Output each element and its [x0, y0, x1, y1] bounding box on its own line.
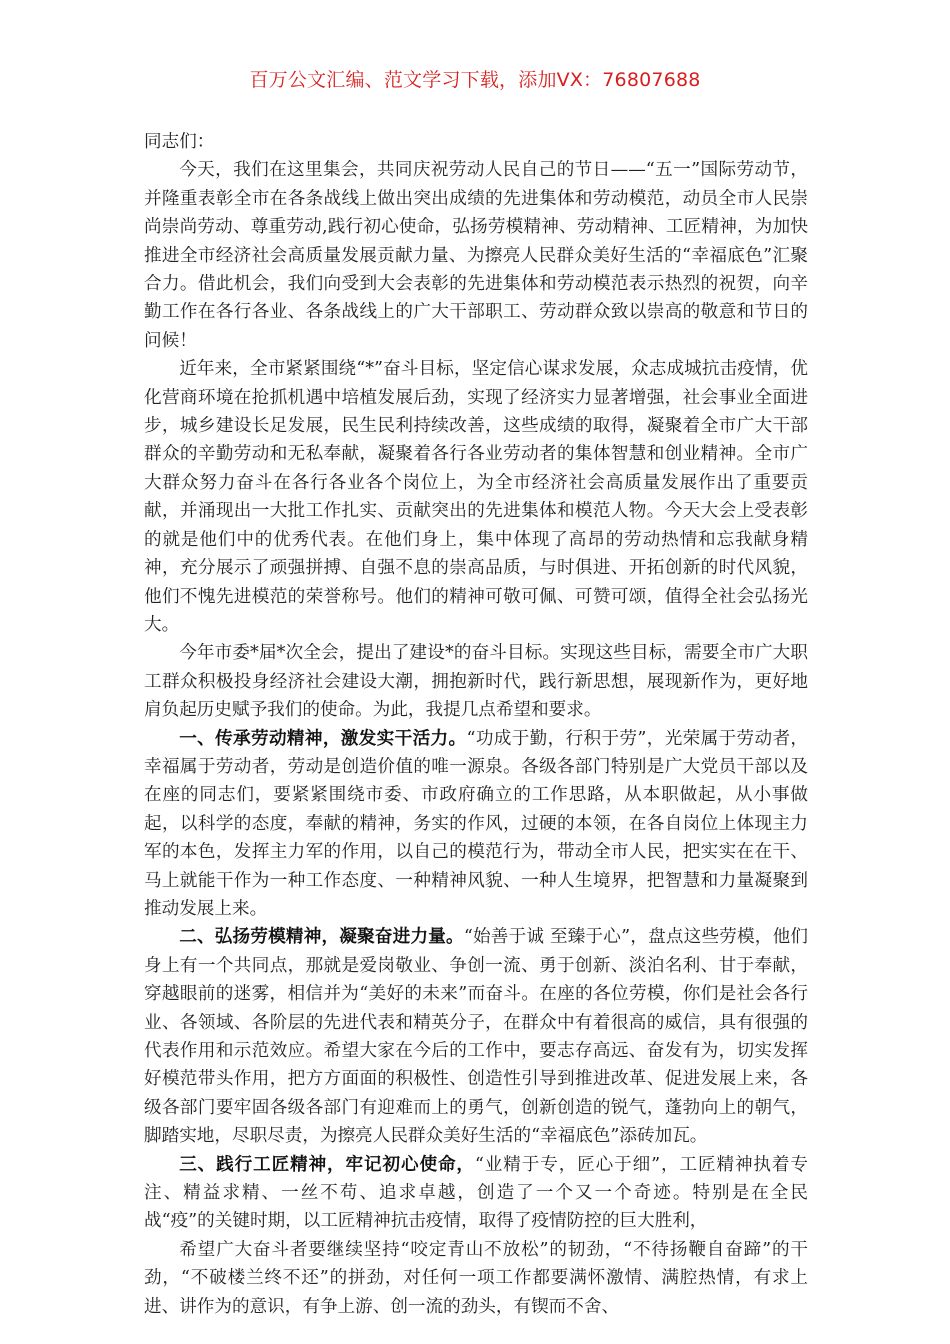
paragraph-text: “始善于诚 至臻于心”，盘点这些劳模，他们身上有一个共同点，那就是爱岗敬业、争创一流、勇于创新、淡泊名利、甘于奉献，穿越眼前的迷雾，相信并为“美好的未来”而奋斗。在座的各位劳模，你们是社会各行业、各领域、各阶层的先进代表和精英分子，在群众中有着很高的威信，具有很强的代表作用和示范效应。希望大家在今后的工作中，要志存高远、奋发有为，切实发挥好模范带头作用，把方方面面的积极性、创造性引导到推进改革、促进发展上来，各级各部门要牢固各级各部门有迎难而上的勇气，创新创造的锐气，蓬勃向上的朝气，脚踏实地，尽职尽责，为擦亮人民群众美好生活的“幸福底色”添砖加瓦。	[144, 927, 808, 1147]
section-heading-2: 二、弘扬劳模精神，凝聚奋进力量。	[179, 926, 464, 948]
paragraph-text: 今年市委*届*次全会，提出了建设*的奋斗目标。实现这些目标，需要全市广大职工群众积极投身经济社会建设大潮，拥抱新时代，践行新思想，展现新作为，更好地肩负起历史赋予我们的使命。为此，我提几点希望和要求。	[144, 643, 808, 721]
paragraph-text: 希望广大奋斗者要继续坚持“咬定青山不放松”的韧劲，“不待扬鞭自奋蹄”的干劲，“不破楼兰终不还”的拼劲，对任何一项工作都要满怀激情、满腔热情，有求上进、讲作为的意识，有争上游、创一流的劲头，有锲而不舍、	[144, 1239, 808, 1317]
section-heading-3: 三、践行工匠精神，牢记初心使命，	[179, 1153, 475, 1175]
document-body	[144, 128, 808, 1321]
paragraph-3	[144, 639, 808, 724]
salutation: 同志们：	[144, 132, 215, 152]
paragraph-5	[144, 923, 808, 1150]
paragraph-6	[144, 1151, 808, 1236]
section-heading-1: 一、传承劳动精神，激发实干活力。	[179, 727, 467, 749]
paragraph-2	[144, 355, 808, 639]
paragraph-text: 近年来，全市紧紧围绕“*”奋斗目标，坚定信心谋求发展，众志成城抗击疫情，优化营商环境在抢抓机遇中培植发展后劲，实现了经济实力显著增强，社会事业全面进步，城乡建设长足发展，民生民利持续改善，这些成绩的取得，凝聚着全市广大干部群众的辛勤劳动和无私奉献，凝聚着各行各业劳动者的集体智慧和创业精神。全市广大群众努力奋斗在各行各业各个岗位上，为全市经济社会高质量发展作出了重要贡献，并涌现出一大批工作扎实、贡献突出的先进集体和模范人物。今天大会上受表彰的就是他们中的优秀代表。在他们身上，集中体现了高昂的劳动热情和忘我献身精神，充分展示了顽强拼搏、自强不息的崇高品质，与时俱进、开拓创新的时代风貌，他们不愧先进模范的荣誉称号。他们的精神可敬可佩、可赞可颂，值得全社会弘扬光大。	[144, 359, 808, 635]
paragraph-7	[144, 1236, 808, 1321]
paragraph-text: “业精于专，匠心于细”，工匠精神执着专注、精益求精、一丝不苟、追求卓越，创造了一个又一个奇迹。特别是在全民战“疫”的关键时期，以工匠精神抗击疫情，取得了疫情防控的巨大胜利，	[144, 1154, 808, 1232]
paragraph-text: 今天，我们在这里集会，共同庆祝劳动人民自己的节日——“五一”国际劳动节，并隆重表彰全市在各条战线上做出突出成绩的先进集体和劳动模范，动员全市人民崇尚崇尚劳动、尊重劳动,践行初心使命，弘扬劳模精神、劳动精神、工匠精神，为加快推进全市经济社会高质量发展贡献力量、为擦亮人民群众美好生活的“幸福底色”汇聚合力。借此机会，我们向受到大会表彰的先进集体和劳动模范表示热烈的祝贺，向辛勤工作在各行各业、各条战线上的广大干部职工、劳动群众致以崇高的敬意和节日的问候！	[144, 160, 808, 351]
paragraph-4	[144, 725, 808, 924]
header-banner: 百万公文汇编、范文学习下载，添加VX：76807688	[249, 69, 701, 91]
paragraph-1	[144, 156, 808, 355]
paragraph-text: “功成于勤，行积于劳”，光荣属于劳动者，幸福属于劳动者，劳动是创造价值的唯一源泉。各级各部门特别是广大党员干部以及在座的同志们，要紧紧围绕市委、市政府确立的工作思路，从本职做起，从小事做起，以科学的态度，奉献的精神，务实的作风，过硬的本领，在各自岗位上体现主力军的本色，发挥主力军的作用，以自己的模范行为，带动全市人民，把实实在在干、马上就能干作为一种工作态度、一种精神风貌、一种人生境界，把智慧和力量凝聚到推动发展上来。	[144, 728, 808, 919]
